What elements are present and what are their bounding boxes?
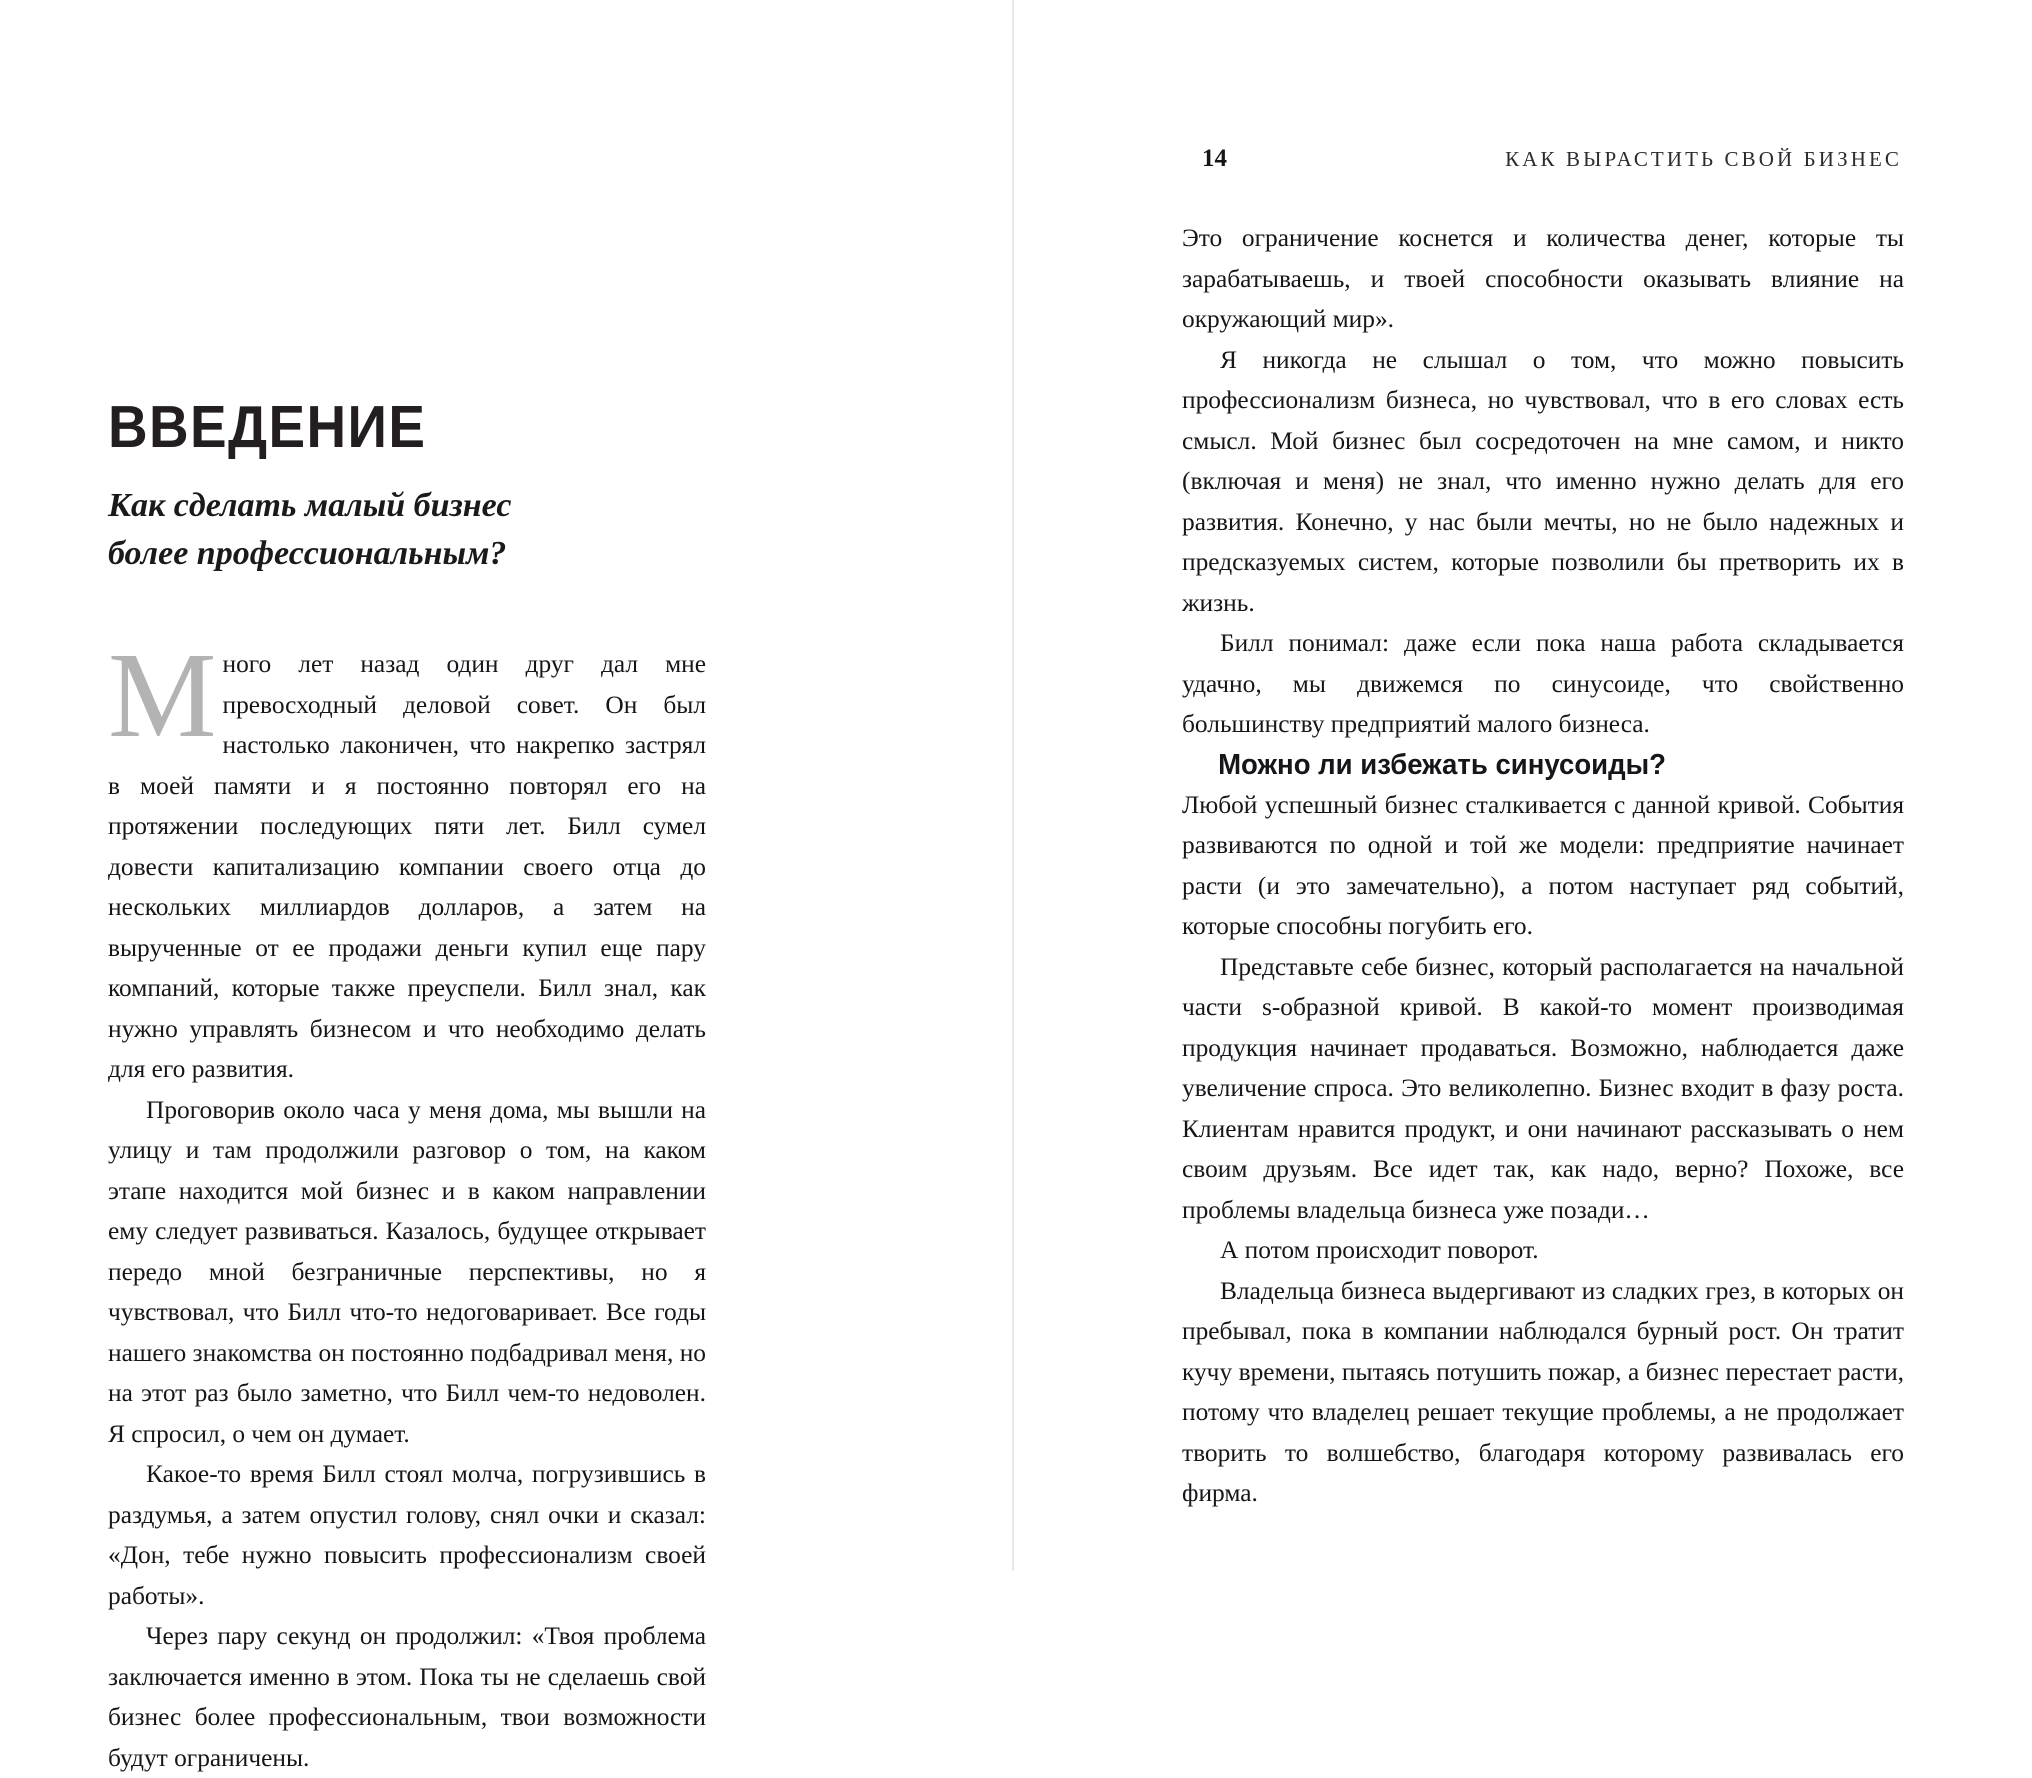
paragraph: Любой успешный бизнес сталкивается с данной кривой. События развиваются по одной и той же модели: предприятие начинает расти (и это замечательно), а потом наступает ряд событий, которые способны погубить его. bbox=[1182, 790, 1904, 940]
first-paragraph bbox=[108, 628, 706, 1090]
first-paragraph-text: ного лет назад один друг дал мне превосходный деловой совет. Он был настолько лаконичен, что накрепко застрял в моей памяти и я постоянно повторял его на протяжении последующих пяти лет. Билл сумел довести капитализацию компании своего отца до нескольких миллиардов долларов, а затем на вырученные от ее продажи деньги купил еще пару компаний, которые также преуспели. Билл знал, как нужно управлять бизнесом и что необходимо делать для его развития. bbox=[108, 650, 706, 1083]
paragraph: Это ограничение коснется и количества денег, которые ты зарабатываешь, и твоей способности оказывать влияние на окружающий мир». bbox=[1182, 224, 1904, 333]
paragraph: А потом происходит поворот. bbox=[1220, 1236, 1539, 1264]
paragraph: Билл понимал: даже если пока наша работа складывается удачно, мы движемся по синусоиде, что свойственно большинству предприятий малого бизнеса. bbox=[1182, 629, 1904, 738]
paragraph: Какое-то время Билл стоял молча, погрузившись в раздумья, а затем опустил голову, снял очки и сказал: «Дон, тебе нужно повысить профессионализм своей работы». bbox=[108, 1460, 706, 1610]
section-subheading: Можно ли избежать синусоиды? bbox=[1218, 748, 1666, 781]
paragraph: Проговорив около часа у меня дома, мы вышли на улицу и там продолжили разговор о том, на каком этапе находится мой бизнес и в каком направлении ему следует развиваться. Казалось, будущее открывает передо мной безграничные перспективы, но я чувствовал, что Билл что-то недоговаривает. Все годы нашего знакомства он постоянно подбадривал меня, но на этот раз было заметно, что Билл чем-то недоволен. Я спросил, о чем он думает. bbox=[108, 1095, 706, 1448]
right-page bbox=[1012, 0, 2032, 1571]
drop-cap: М bbox=[108, 628, 217, 763]
paragraph: Представьте себе бизнес, который располагается на начальной части s-образной кривой. В какой-то момент производимая продукция начинает продаваться. Возможно, наблюдается даже увеличение спроса. Это великолепно. Бизнес входит в фазу роста. Клиентам нравится продукт, и они начинают рассказывать о нем своим друзьям. Все идет так, как надо, верно? Похоже, все проблемы владельца бизнеса уже позади… bbox=[1182, 952, 1904, 1224]
running-head bbox=[1202, 145, 1902, 173]
chapter-subtitle: Как сделать малый бизнес более профессиональным? bbox=[108, 487, 512, 572]
chapter-title: ВВЕДЕНИЕ bbox=[108, 394, 427, 460]
page-number: 14 bbox=[1202, 145, 1227, 172]
paragraph: Владельца бизнеса выдергивают из сладких грез, в которых он пребывал, пока в компании наблюдался бурный рост. Он тратит кучу времени, пытаясь потушить пожар, а бизнес перестает расти, потому что владелец решает текущие проблемы, а не продолжает творить то волшебство, благодаря которому развивалась его фирма. bbox=[1182, 1276, 1904, 1507]
paragraph: Через пару секунд он продолжил: «Твоя проблема заключается именно в этом. Пока ты не сделаешь свой бизнес более профессиональным, твои возможности будут ограничены. bbox=[108, 1622, 706, 1772]
running-head-title: КАК ВЫРАСТИТЬ СВОЙ БИЗНЕС bbox=[1505, 147, 1902, 171]
left-page bbox=[0, 0, 1012, 1772]
left-column-body bbox=[108, 628, 706, 1778]
right-column-body bbox=[1182, 218, 1904, 1514]
paragraph: Я никогда не слышал о том, что можно повысить профессионализм бизнеса, но чувствовал, что в его словах есть смысл. Мой бизнес был сосредоточен на мне самом, и никто (включая и меня) не знал, что именно нужно делать для его развития. Конечно, у нас были мечты, но не было надежных и предсказуемых систем, которые позволили бы претворить их в жизнь. bbox=[1182, 345, 1904, 617]
